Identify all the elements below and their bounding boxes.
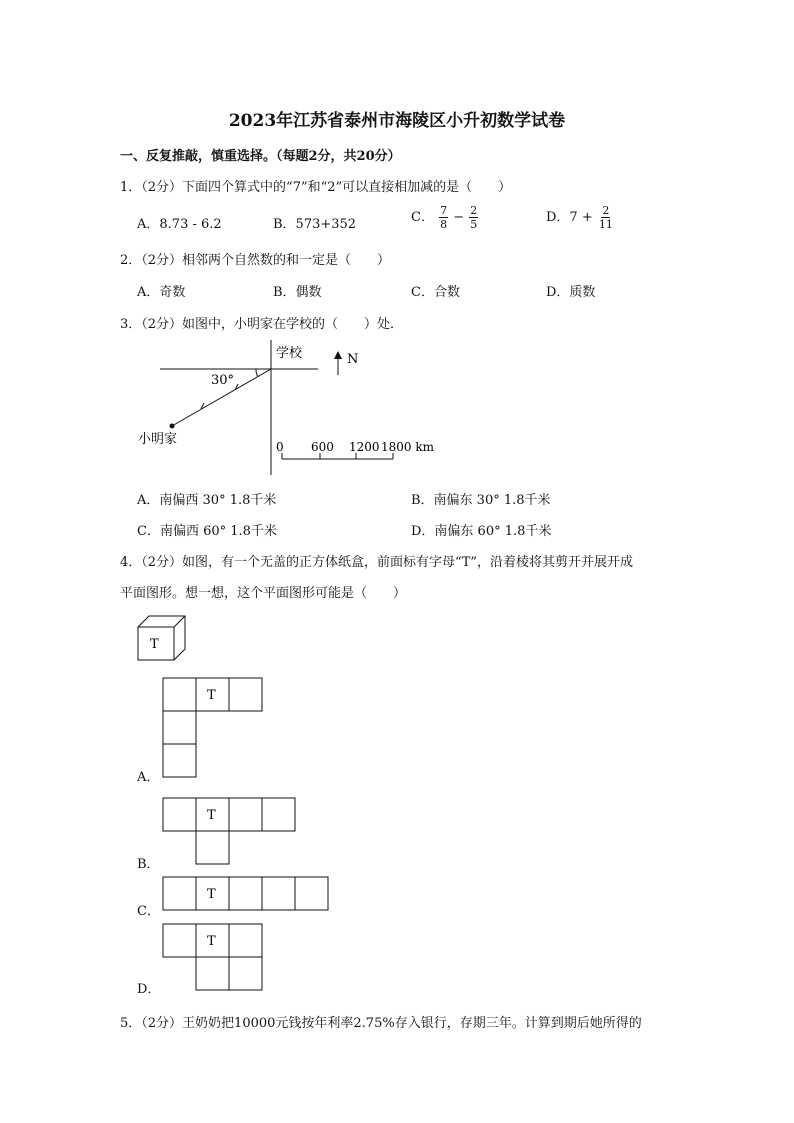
scale-label: 0 (276, 440, 284, 454)
q4-option-b: B． (137, 857, 160, 872)
scale-label: 600 (311, 440, 334, 454)
question-1-stem: 1．（2分）下面四个算式中的“7”和“2”可以直接相加减的是（ ） (120, 180, 512, 195)
net-c-letter: T (207, 887, 216, 902)
q1-option-d-label: D．7 + (546, 210, 593, 225)
denominator: 5 (470, 218, 478, 231)
angle-arc (256, 369, 258, 377)
net-b (163, 798, 295, 864)
question-4-stem-line1: 4．（2分）如图，有一个无盖的正方体纸盒，前面标有字母“T”，沿着棱将其剪开并展开成 (120, 555, 634, 570)
net-c (163, 877, 328, 910)
q1-option-c-label: C． (411, 210, 434, 225)
net-a-letter: T (207, 688, 216, 703)
q4-option-a: A． (137, 770, 160, 785)
north-arrow-icon (334, 351, 342, 359)
q3-option-a: A．南偏西 30° 1.8千米 (137, 493, 277, 508)
q2-option-d: D．质数 (546, 285, 596, 300)
denominator: 8 (440, 218, 448, 231)
school-label: 学校 (276, 346, 303, 361)
page-title: 2023年江苏省泰州市海陵区小升初数学试卷 (228, 111, 566, 131)
q4-option-d: D． (137, 982, 161, 997)
q1-option-b: B．573+352 (273, 217, 357, 232)
q4-option-c: C． (137, 904, 160, 919)
net-d-letter: T (207, 934, 216, 949)
q2-option-c: C．合数 (411, 285, 460, 300)
numerator: 2 (470, 204, 478, 217)
denominator: 11 (598, 218, 613, 231)
question-4-stem-line2: 平面图形。想一想，这个平面图形可能是（ ） (120, 586, 407, 601)
question-3-stem: 3．（2分）如图中，小明家在学校的（ ）处． (120, 317, 404, 332)
home-point (170, 424, 175, 429)
q1-option-a: A．8.73 - 6.2 (137, 217, 222, 232)
q2-option-a: A．奇数 (137, 285, 186, 300)
q2-option-b: B．偶数 (273, 285, 322, 300)
numerator: 7 (440, 204, 448, 217)
cube-letter: T (150, 637, 159, 652)
cube-figure (138, 616, 185, 660)
q3-option-c: C．南偏西 60° 1.8千米 (137, 524, 277, 539)
angle-label: 30° (211, 373, 235, 388)
q3-option-d: D．南偏东 60° 1.8千米 (411, 524, 552, 539)
north-label: N (347, 352, 359, 367)
scale-label: 1200 (349, 440, 380, 454)
section-heading: 一、反复推敲，慎重选择。（每题2分，共20分） (120, 149, 401, 164)
question-2-stem: 2．（2分）相邻两个自然数的和一定是（ ） (120, 253, 391, 268)
numerator: 2 (602, 204, 610, 217)
home-label: 小明家 (138, 432, 178, 447)
question-5-stem: 5．（2分）王奶奶把10000元钱按年利率2.75%存入银行，存期三年。计算到期后她所得的 (120, 1016, 642, 1031)
net-b-letter: T (207, 808, 216, 823)
minus-sign: − (453, 210, 465, 225)
q3-option-b: B．南偏东 30° 1.8千米 (411, 493, 551, 508)
scale-label: 1800 km (381, 440, 435, 454)
